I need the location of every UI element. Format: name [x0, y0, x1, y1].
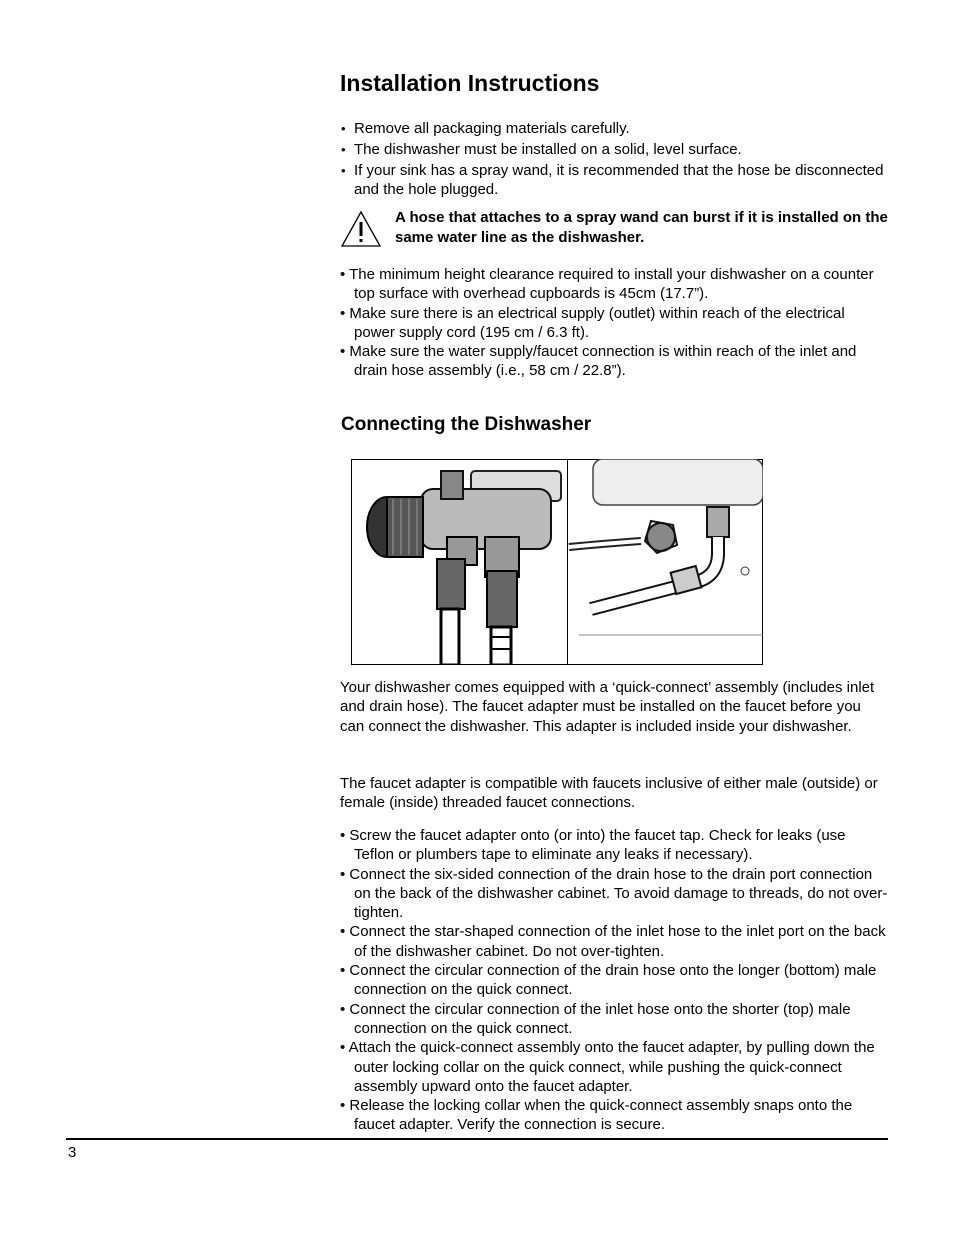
warning-callout — [340, 208, 888, 247]
list-item: • Release the locking collar when the quick-connect assembly snaps onto the faucet adapter. Verify the connection is secure. — [340, 1097, 853, 1134]
paragraph: Your dishwasher comes equipped with a ‘quick-connect’ assembly (includes inlet and drain hose). The faucet adapter must be installed on the faucet before you can connect the dishwasher. This adapter is included inside your dishwasher. — [340, 679, 875, 735]
list-item: • Remove all packaging materials carefully. — [340, 119, 888, 138]
list-item: • Make sure the water supply/faucet connection is within reach of the inlet and drain hose assembly (i.e., 58 cm / 22.8”). — [340, 343, 857, 380]
connection-photo — [351, 459, 763, 665]
adapter-compatibility — [340, 774, 888, 813]
list-item: • If your sink has a spray wand, it is recommended that the hose be disconnected and the hole plugged. — [340, 161, 888, 200]
warning-text: A hose that attaches to a spray wand can burst if it is installed on the same water line as the dishwasher. — [395, 209, 888, 246]
list-item: • The minimum height clearance required to install your dishwasher on a counter top surface with overhead cupboards is 45cm (17.7”). — [340, 266, 874, 303]
list-item: • Connect the six-sided connection of the drain hose to the drain port connection on the back of the dishwasher cabinet. To avoid damage to threads, do not over-tighten. — [340, 865, 888, 922]
list-item: • Make sure there is an electrical supply (outlet) within reach of the electrical power supply cord (195 cm / 6.3 ft). — [340, 304, 845, 341]
connecting-intro — [340, 678, 888, 736]
list-item: • Connect the circular connection of the drain hose onto the longer (bottom) male connection on the quick connect. — [340, 962, 877, 999]
list-item: • Connect the circular connection of the inlet hose onto the shorter (top) male connection on the quick connect. — [340, 1000, 851, 1037]
connection-steps — [340, 826, 888, 1135]
requirements-list — [340, 265, 888, 381]
warning-triangle-icon — [340, 210, 382, 248]
connecting-title: Connecting the Dishwasher — [341, 414, 592, 435]
list-item: • The dishwasher must be installed on a solid, level surface. — [340, 140, 888, 159]
paragraph: The faucet adapter is compatible with faucets inclusive of either male (outside) or female (inside) threaded faucet connections. — [340, 775, 878, 812]
list-item: • Connect the star-shaped connection of the inlet hose to the inlet port on the back of the dishwasher cabinet. Do not over-tighten. — [340, 923, 886, 960]
list-item: • Attach the quick-connect assembly onto the faucet adapter, by pulling down the outer locking collar on the quick connect, while pushing the quick-connect assembly upward onto the faucet adapter. — [340, 1039, 875, 1095]
installation-title: Installation Instructions — [340, 70, 600, 96]
list-item: • Screw the faucet adapter onto (or into) the faucet tap. Check for leaks (use Teflon or plumbers tape to eliminate any leaks if necessary). — [340, 827, 846, 864]
page-number: 3 — [68, 1144, 77, 1161]
footer-divider — [66, 1138, 888, 1140]
installation-bullets — [340, 119, 888, 201]
